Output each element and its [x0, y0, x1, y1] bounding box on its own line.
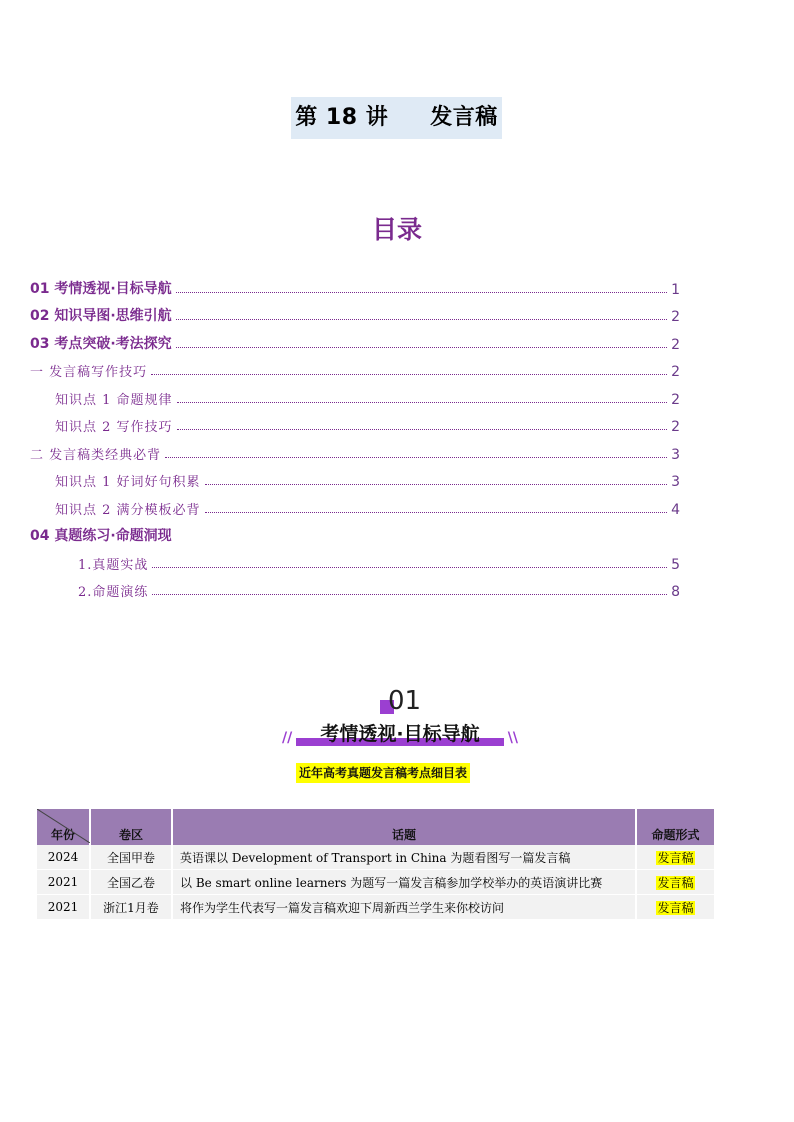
- region-cell: 全国甲卷: [90, 845, 172, 870]
- toc-dot-leader: [152, 594, 667, 595]
- toc-entry[interactable]: [55, 386, 680, 408]
- header-topic: 话题: [172, 809, 636, 845]
- toc-entry-label: 03 考点突破·考法探究: [30, 336, 172, 352]
- table-row: [37, 895, 714, 920]
- format-cell: [636, 845, 714, 870]
- header-format: 命题形式: [636, 809, 714, 845]
- toc-page-number: 3: [671, 447, 680, 463]
- toc-entry[interactable]: [55, 496, 680, 518]
- toc-dot-leader: [205, 512, 668, 513]
- year-cell: 2021: [37, 870, 90, 895]
- format-highlight: 发言稿: [657, 850, 694, 865]
- toc-dot-leader: [176, 292, 667, 293]
- toc-entry-label: 2.命题演练: [78, 585, 149, 600]
- section-number-badge: [380, 686, 420, 716]
- toc-page-number: 2: [671, 337, 680, 353]
- year-cell: 2024: [37, 845, 90, 870]
- table-row: [37, 870, 714, 895]
- toc-page-number: 2: [671, 392, 680, 408]
- lesson-title: [291, 97, 502, 139]
- toc-entry-label: 一 发言稿写作技巧: [30, 365, 148, 380]
- toc-dot-leader: [165, 457, 667, 458]
- toc-entry[interactable]: [30, 358, 680, 380]
- toc-entry[interactable]: [30, 276, 680, 298]
- right-slash-decoration: \\: [507, 730, 518, 746]
- topic-cell: 将作为学生代表写一篇发言稿欢迎下周新西兰学生来你校访问: [172, 895, 636, 920]
- format-highlight: 发言稿: [657, 875, 694, 890]
- section-title-banner: [280, 720, 520, 750]
- header-region: 卷区: [90, 809, 172, 845]
- table-caption: 近年高考真题发言稿考点细目表: [296, 763, 470, 783]
- toc-entry[interactable]: [30, 303, 680, 325]
- toc-page-number: 3: [671, 474, 680, 490]
- topic-cell: 英语课以 Development of Transport in China 为题看图写一篇发言稿: [172, 845, 636, 870]
- lesson-topic: 发言稿: [430, 105, 498, 130]
- toc-entry-label: 1.真题实战: [78, 558, 149, 573]
- toc-dot-leader: [177, 429, 668, 430]
- toc-entry[interactable]: [30, 331, 680, 353]
- toc-entry-label: 知识点 1 好词好句积累: [55, 475, 201, 490]
- diagonal-divider: [37, 809, 90, 843]
- format-cell: [636, 870, 714, 895]
- year-cell: 2021: [37, 895, 90, 920]
- toc-entry[interactable]: [30, 441, 680, 463]
- toc-page-number: 5: [671, 557, 680, 573]
- toc-entry[interactable]: [55, 413, 680, 435]
- header-year: 年份: [37, 809, 90, 845]
- lesson-number: 第 18 讲: [295, 105, 389, 130]
- toc-page-number: 4: [671, 502, 680, 518]
- toc-page-number: 2: [671, 419, 680, 435]
- section-title: 考情透视·目标导航: [320, 723, 480, 745]
- toc-entry[interactable]: [55, 468, 680, 490]
- region-cell: 浙江1月卷: [90, 895, 172, 920]
- format-highlight: 发言稿: [657, 900, 694, 915]
- format-cell: [636, 895, 714, 920]
- toc-entry-label: 04 真题练习·命题洞现: [30, 528, 172, 544]
- toc-entry-label: 知识点 1 命题规律: [55, 393, 173, 408]
- toc-entry-label: 01 考情透视·目标导航: [30, 281, 172, 297]
- toc-dot-leader: [176, 319, 667, 320]
- section-number: 01: [388, 686, 422, 716]
- toc-dot-leader: [151, 374, 667, 375]
- toc-entry-label: 知识点 2 写作技巧: [55, 420, 173, 435]
- toc-entry[interactable]: [78, 551, 680, 573]
- toc-page-number: 2: [671, 309, 680, 325]
- table-row: [37, 845, 714, 870]
- toc-entry[interactable]: [30, 523, 680, 545]
- exam-topics-table: [37, 809, 714, 920]
- toc-dot-leader: [176, 347, 667, 348]
- toc-heading: 目录: [371, 215, 422, 244]
- left-slash-decoration: //: [282, 730, 293, 746]
- toc-dot-leader: [205, 484, 668, 485]
- region-cell: 全国乙卷: [90, 870, 172, 895]
- toc-entry-label: 知识点 2 满分模板必背: [55, 503, 201, 518]
- toc-entry[interactable]: [78, 578, 680, 600]
- toc-dot-leader: [177, 402, 668, 403]
- table-header-row: [37, 809, 714, 845]
- toc-page-number: 2: [671, 364, 680, 380]
- topic-cell: 以 Be smart online learners 为题写一篇发言稿参加学校举办的英语演讲比赛: [172, 870, 636, 895]
- toc-dot-leader: [152, 567, 667, 568]
- toc-page-number: 8: [671, 584, 680, 600]
- toc-page-number: 1: [671, 282, 680, 298]
- toc-entry-label: 02 知识导图·思维引航: [30, 308, 172, 324]
- toc-entry-label: 二 发言稿类经典必背: [30, 448, 162, 463]
